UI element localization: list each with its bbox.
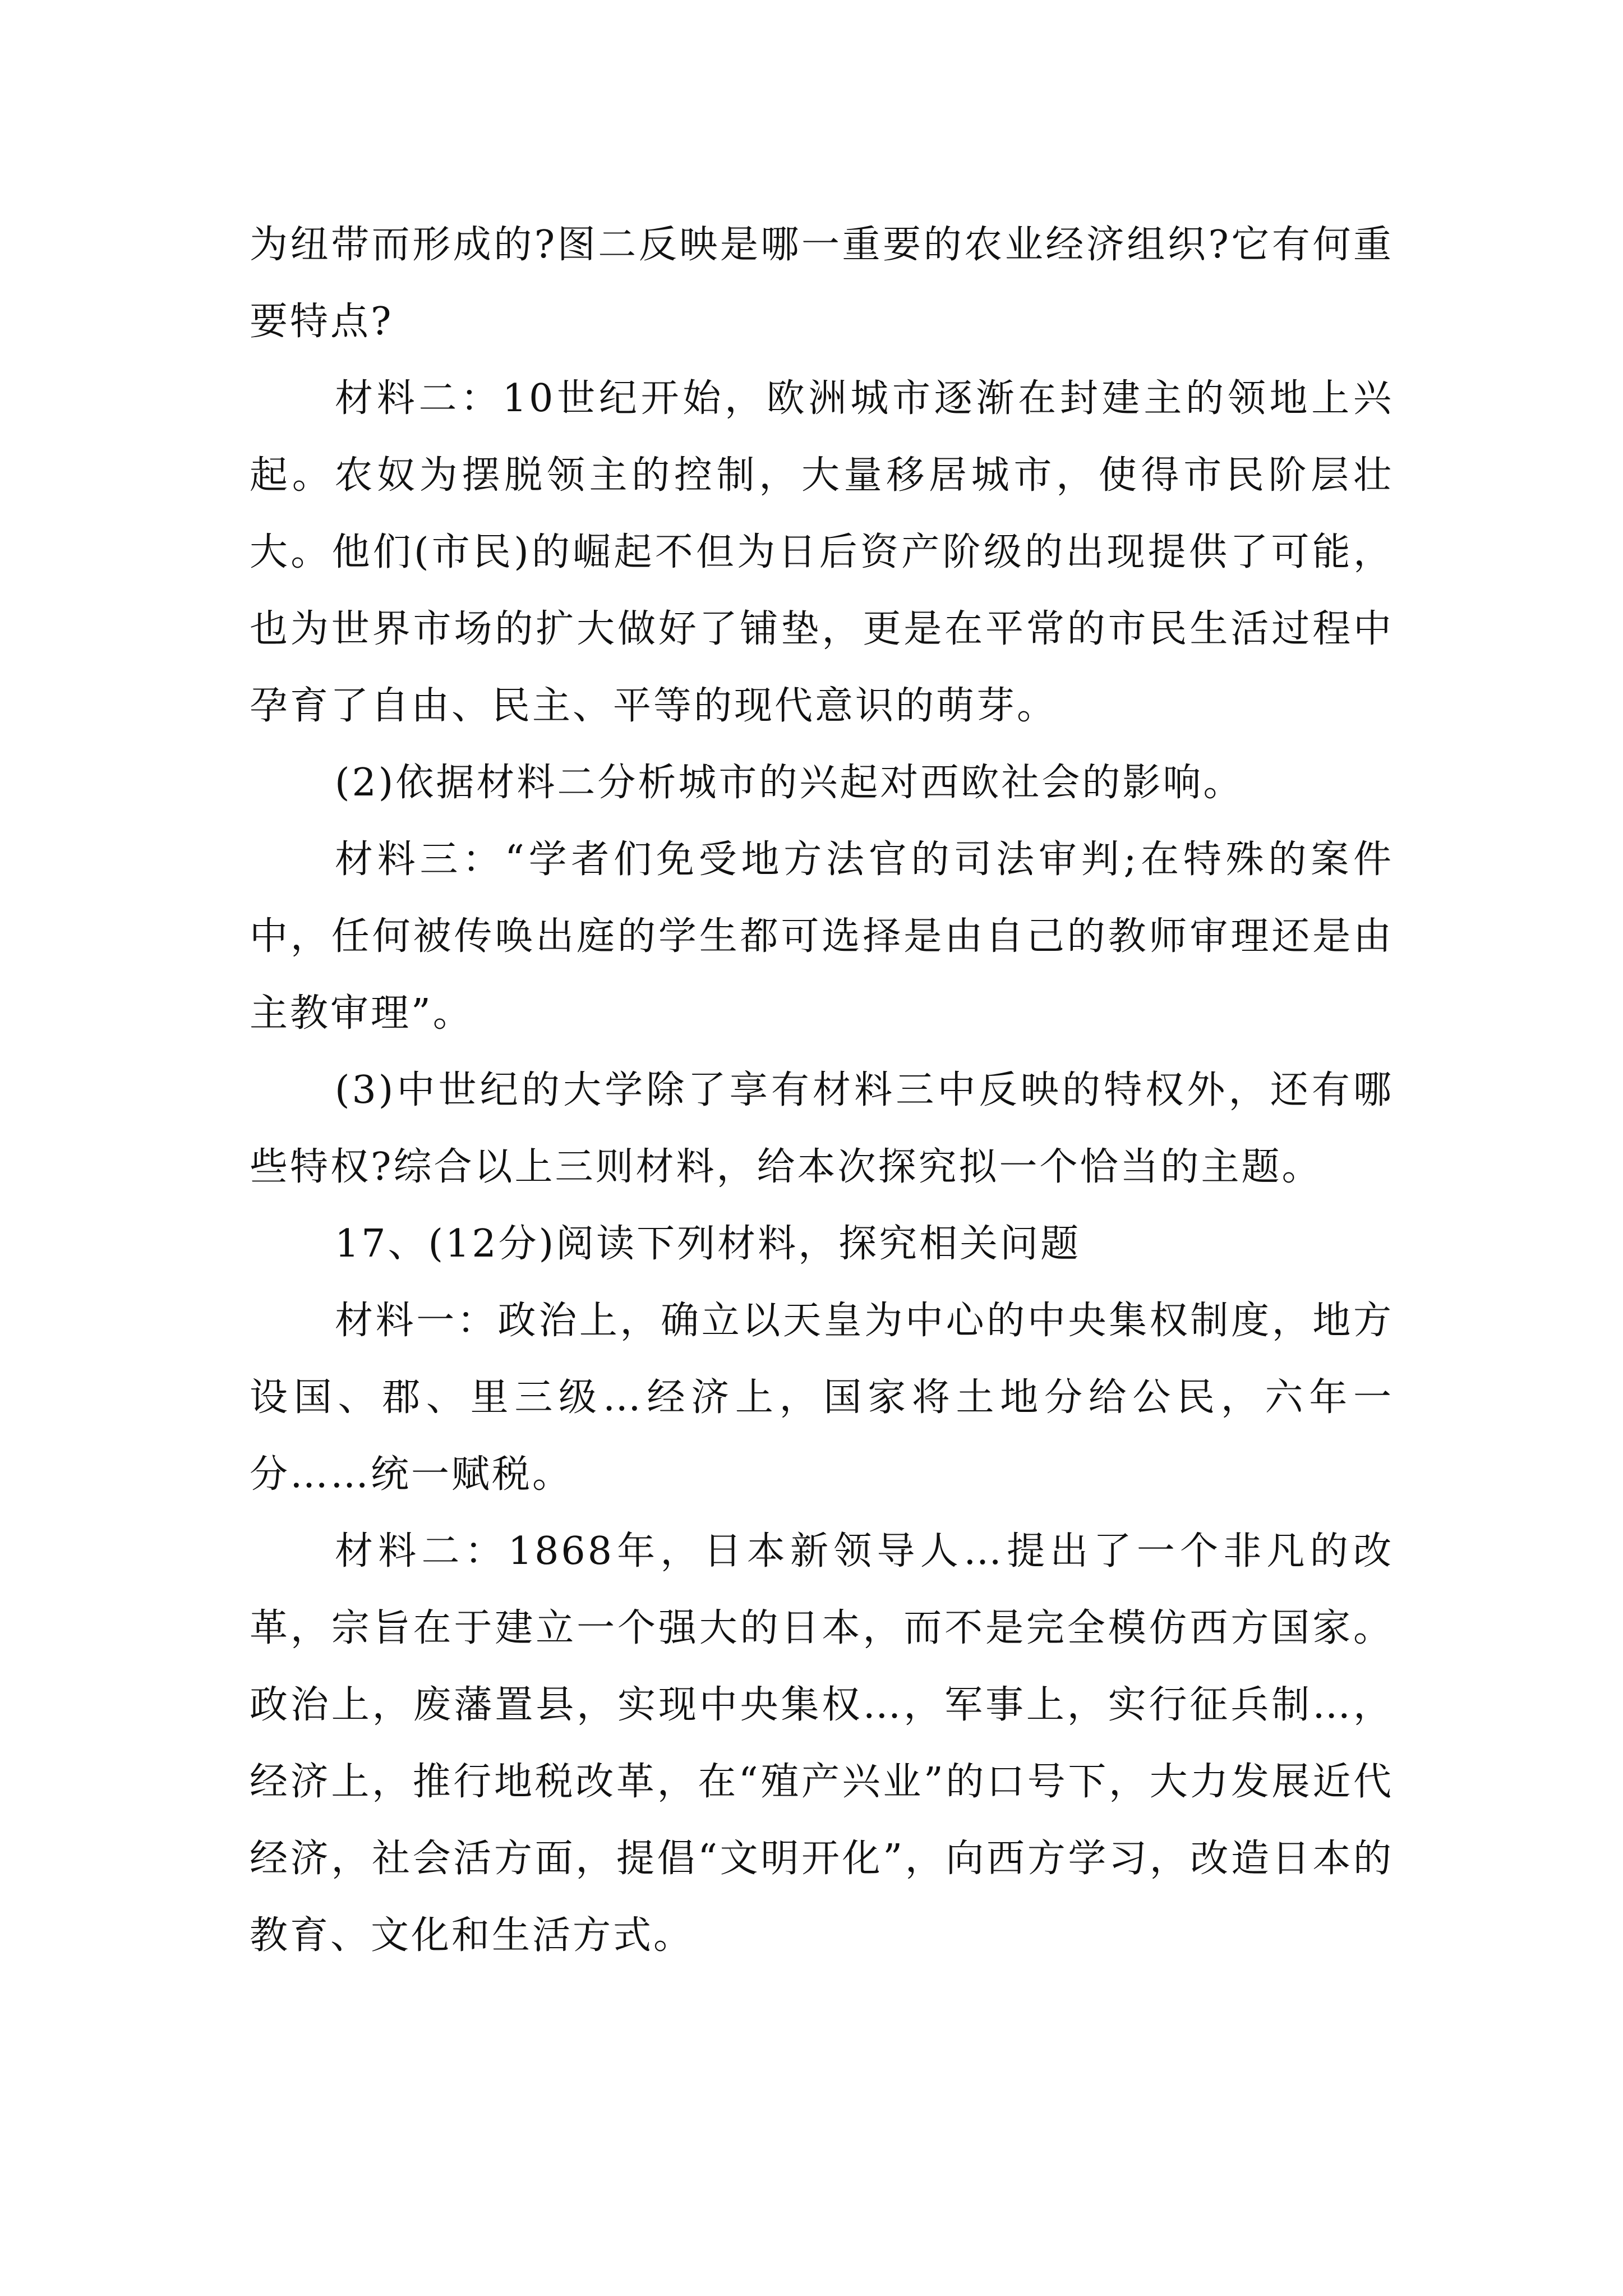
paragraph-question-17-heading: 17、(12分)阅读下列材料，探究相关问题 <box>335 1222 1081 1266</box>
paragraph-q17-material-one: 材料一：政治上，确立以天皇为中心的中央集权制度，地方设国、郡、里三级…经济上，国家将土地分给公民，六年一分……统一赋税。 <box>250 1299 1394 1497</box>
paragraph-question-three: (3)中世纪的大学除了享有材料三中反映的特权外，还有哪些特权?综合以上三则材料，给本次探究拟一个恰当的主题。 <box>250 1068 1394 1189</box>
paragraph-material-three: 材料三：“学者们免受地方法官的司法审判;在特殊的案件中，任何被传唤出庭的学生都可选择是由自己的教师审理还是由主教审理”。 <box>250 838 1394 1036</box>
paragraph-q17-material-two: 材料二：1868年，日本新领导人…提出了一个非凡的改革，宗旨在于建立一个强大的日本，而不是完全模仿西方国家。政治上，废藩置县，实现中央集权…，军事上，实行征兵制…，经济上，推行地税改革，在“殖产兴业”的口号下，大力发展近代经济，社会活方面，提倡“文明开化”，向西方学习，改造日本的教育、文化和生活方式。 <box>250 1529 1394 1958</box>
paragraph-question-continuation: 为纽带而形成的?图二反映是哪一重要的农业经济组织?它有何重要特点? <box>250 223 1394 344</box>
paragraph-question-two: (2)依据材料二分析城市的兴起对西欧社会的影响。 <box>335 761 1244 805</box>
paragraph-material-two: 材料二：10世纪开始，欧洲城市逐渐在封建主的领地上兴起。农奴为摆脱领主的控制，大量移居城市，使得市民阶层壮大。他们(市民)的崛起不但为日后资产阶级的出现提供了可能，也为世界市场的扩大做好了铺垫，更是在平常的市民生活过程中孕育了自由、民主、平等的现代意识的萌芽。 <box>250 376 1394 728</box>
document-body <box>250 206 1394 1974</box>
